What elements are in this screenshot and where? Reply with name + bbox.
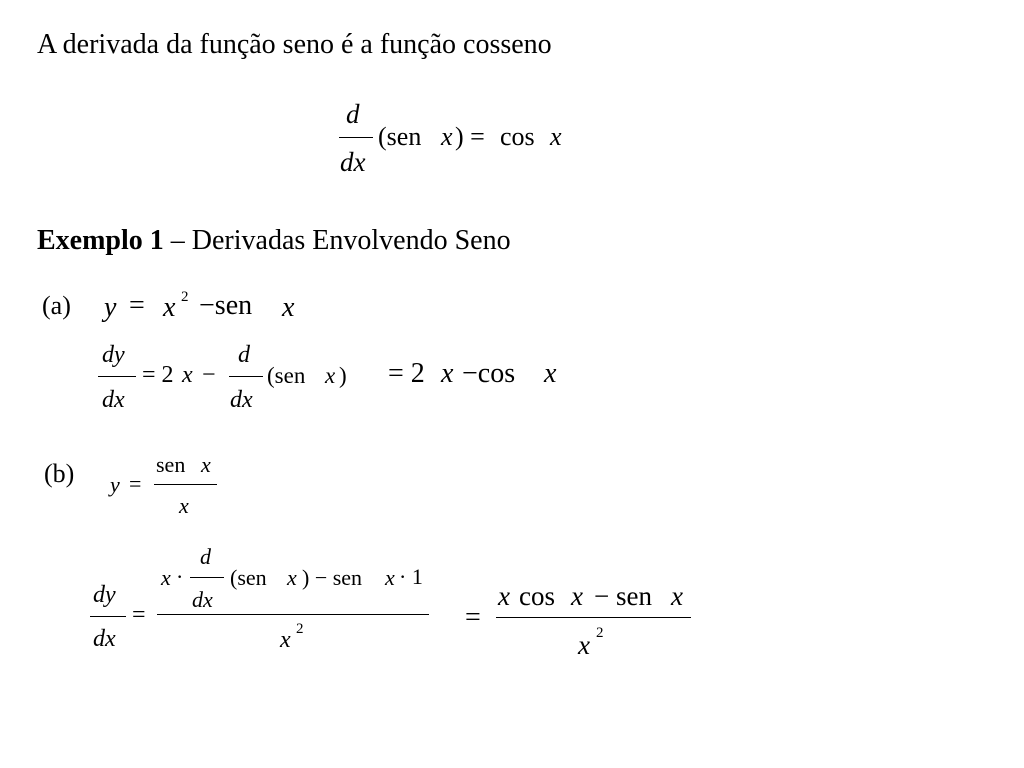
fraction-bar-main: [157, 614, 429, 615]
example-heading: [37, 227, 511, 255]
sen-numerator: sen: [156, 452, 186, 477]
dy-numerator: dy: [102, 342, 125, 368]
equals-2: = 2: [142, 362, 174, 388]
fraction-bar-dydx: [90, 616, 126, 617]
result-x-2: x: [571, 581, 583, 611]
dx-denominator-2: dx: [192, 587, 213, 612]
dot: ·: [176, 564, 184, 589]
result-x-3: x: [671, 581, 683, 611]
den-x: x: [280, 627, 291, 653]
close-equals: ) =: [455, 122, 485, 151]
result-den-x: x: [578, 630, 590, 660]
equals: =: [129, 290, 145, 321]
x-var: x: [550, 122, 562, 151]
x-denominator: x: [179, 493, 189, 518]
intro-text: A derivada da função seno é a função cosseno: [37, 29, 552, 60]
d-numerator: d: [346, 99, 360, 129]
exponent-2: 2: [181, 289, 189, 305]
x-arg: x: [441, 122, 453, 151]
x-arg-2: x: [385, 565, 395, 590]
y-var: y: [110, 472, 120, 497]
result-den-exponent-2: 2: [596, 625, 604, 641]
example-title-rest: – Derivadas Envolvendo Seno: [170, 225, 511, 256]
close-paren: ): [339, 363, 347, 388]
y-var: y: [104, 292, 117, 323]
equals: =: [129, 471, 142, 496]
result-cos: cos: [519, 581, 555, 611]
fraction-bar-dydx: [98, 376, 136, 377]
fraction-bar-y: [154, 484, 217, 485]
x-arg: x: [287, 565, 297, 590]
sen-open: (sen: [267, 363, 306, 388]
sen-open: (sen: [230, 565, 267, 590]
dx-denominator-2: dx: [230, 387, 253, 413]
minus-sen: −sen: [199, 290, 253, 321]
part-a-label: (a): [42, 291, 71, 320]
dy-numerator: dy: [93, 582, 116, 608]
dot-one: · 1: [399, 564, 423, 589]
x-var-3: x: [182, 362, 193, 388]
fraction-bar-ddx: [229, 376, 263, 377]
x-var: x: [163, 292, 176, 323]
cos-text: cos: [500, 122, 535, 151]
result-minus-sen: − sen: [594, 581, 652, 611]
dx-denominator: dx: [102, 387, 125, 413]
dx-denominator: dx: [93, 626, 116, 652]
sen-open: (sen: [378, 122, 422, 151]
x-var-5: x: [544, 358, 557, 389]
equals: =: [132, 602, 146, 628]
x-numerator: x: [201, 452, 211, 477]
x-var-2: x: [282, 292, 295, 323]
result-equals: =: [465, 602, 481, 633]
num-x: x: [161, 565, 171, 590]
d-numerator: d: [238, 342, 250, 368]
example-title-bold: Exemplo 1: [37, 225, 164, 256]
minus-cos: −cos: [462, 358, 516, 389]
den-exponent-2: 2: [296, 621, 304, 637]
fraction-bar: [339, 137, 373, 138]
d-numerator: d: [200, 544, 211, 569]
part-b-label: (b): [44, 459, 75, 488]
result-x: x: [498, 581, 510, 611]
dx-denominator: dx: [340, 147, 366, 177]
fraction-bar-result: [496, 617, 691, 618]
x-var-4: x: [441, 358, 454, 389]
x-arg: x: [325, 363, 336, 388]
fraction-bar-ddx: [190, 577, 224, 578]
close-minus-sen: ) − sen: [302, 565, 363, 590]
result-equals: = 2: [388, 358, 425, 389]
minus-sign: −: [202, 362, 216, 388]
